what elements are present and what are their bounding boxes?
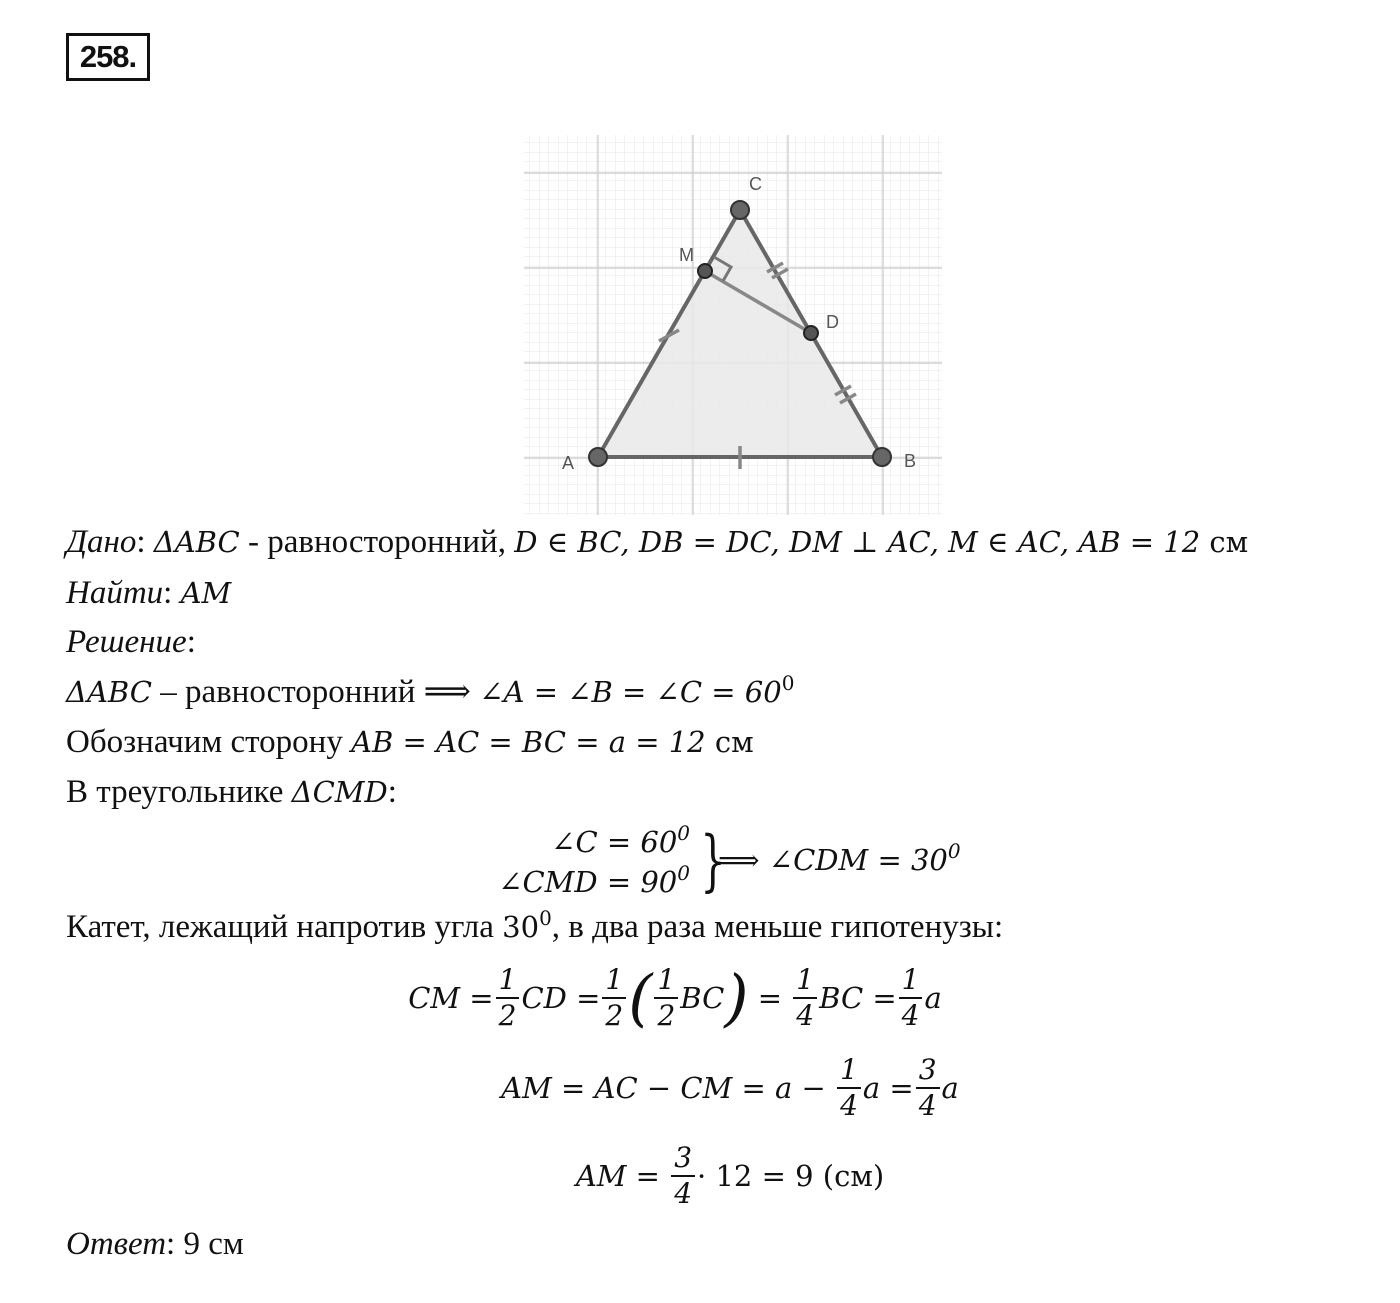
solution-label: Решение bbox=[66, 624, 187, 660]
point-a bbox=[589, 448, 607, 466]
line1-triangle: ΔABC bbox=[66, 675, 152, 709]
line-side bbox=[66, 722, 754, 762]
label-b: B bbox=[904, 451, 917, 471]
line2-text: Обозначим сторону bbox=[66, 724, 352, 760]
solution-heading: Решение: bbox=[66, 624, 196, 660]
find-line: Найти: AM bbox=[66, 575, 232, 611]
point-m bbox=[698, 264, 712, 278]
system-result: ⟹ ∠CDM = $30^0$ bbox=[718, 839, 961, 877]
line3-expr: ΔCMD bbox=[291, 775, 388, 809]
right-brace: } bbox=[700, 822, 726, 899]
triangle-figure bbox=[520, 133, 945, 523]
line1-text: – равносторонний ⟹ bbox=[151, 674, 480, 710]
angle-system bbox=[470, 822, 990, 902]
system-line-b: ∠CMD = $90^0$ bbox=[498, 861, 690, 899]
theorem-angle: 30 bbox=[502, 910, 540, 944]
figure-svg bbox=[520, 133, 945, 518]
answer-line bbox=[66, 1224, 244, 1264]
line1-expr: ∠A = ∠B = ∠C = 60 bbox=[479, 675, 782, 709]
leg-theorem-line bbox=[66, 907, 1003, 947]
label-c: C bbox=[749, 174, 762, 194]
point-c bbox=[731, 201, 749, 219]
theorem-text-before: Катет, лежащий напротив угла bbox=[66, 909, 503, 945]
theorem-angle-sup: 0 bbox=[539, 906, 552, 930]
given-label: Дано bbox=[66, 524, 137, 560]
equation-cm: CM = $\frac{1}{2}$ CD = $\frac{1}{2}$ ( $\frac{1}{2}$ BC ) = $\frac{1}{4}$ BC = $\frac{1}{4}$ a bbox=[408, 961, 942, 1034]
label-a: A bbox=[562, 453, 575, 473]
line1-sup: 0 bbox=[781, 671, 795, 695]
system-line-a: ∠C = $60^0$ bbox=[551, 821, 690, 859]
point-b bbox=[873, 448, 891, 466]
problem-number: 258. bbox=[66, 33, 150, 81]
answer-label: Ответ bbox=[66, 1226, 167, 1262]
line3-colon: : bbox=[387, 774, 397, 810]
given-line: Дано: ΔABC - равносторонний, D ∈ BC, DB = DC, DM ⊥ AC, M ∈ AC, AB = 12 см bbox=[66, 524, 1249, 560]
find-value: AM bbox=[180, 576, 232, 610]
line3-text: В треугольнике bbox=[66, 774, 292, 810]
given-conditions: D ∈ BC, DB = DC, DM ⊥ AC, M ∈ AC, AB = 12 bbox=[514, 525, 1201, 559]
point-d bbox=[804, 326, 818, 340]
label-d: D bbox=[826, 312, 839, 332]
line-equilateral bbox=[66, 672, 794, 712]
given-text: - равносторонний, bbox=[239, 524, 515, 560]
equation-am: AM = AC − CM = a − $\frac{1}{4}$ a = $\frac{3}{4}$ a bbox=[501, 1053, 959, 1122]
find-label: Найти bbox=[66, 575, 164, 611]
given-unit: см bbox=[1200, 525, 1249, 559]
label-m: M bbox=[679, 245, 694, 265]
theorem-text-after: , в два раза меньше гипотенузы: bbox=[551, 909, 1004, 945]
given-triangle: ΔABC bbox=[153, 525, 240, 559]
line2-unit: см bbox=[705, 725, 754, 759]
line-triangle-cmd bbox=[66, 772, 397, 812]
answer-value: : 9 см bbox=[166, 1226, 244, 1262]
line2-expr: AB = AC = BC = a = 12 bbox=[351, 725, 706, 759]
equation-am-value: AM = $\frac{3}{4}$ · 12 = 9 (см) bbox=[575, 1141, 885, 1210]
